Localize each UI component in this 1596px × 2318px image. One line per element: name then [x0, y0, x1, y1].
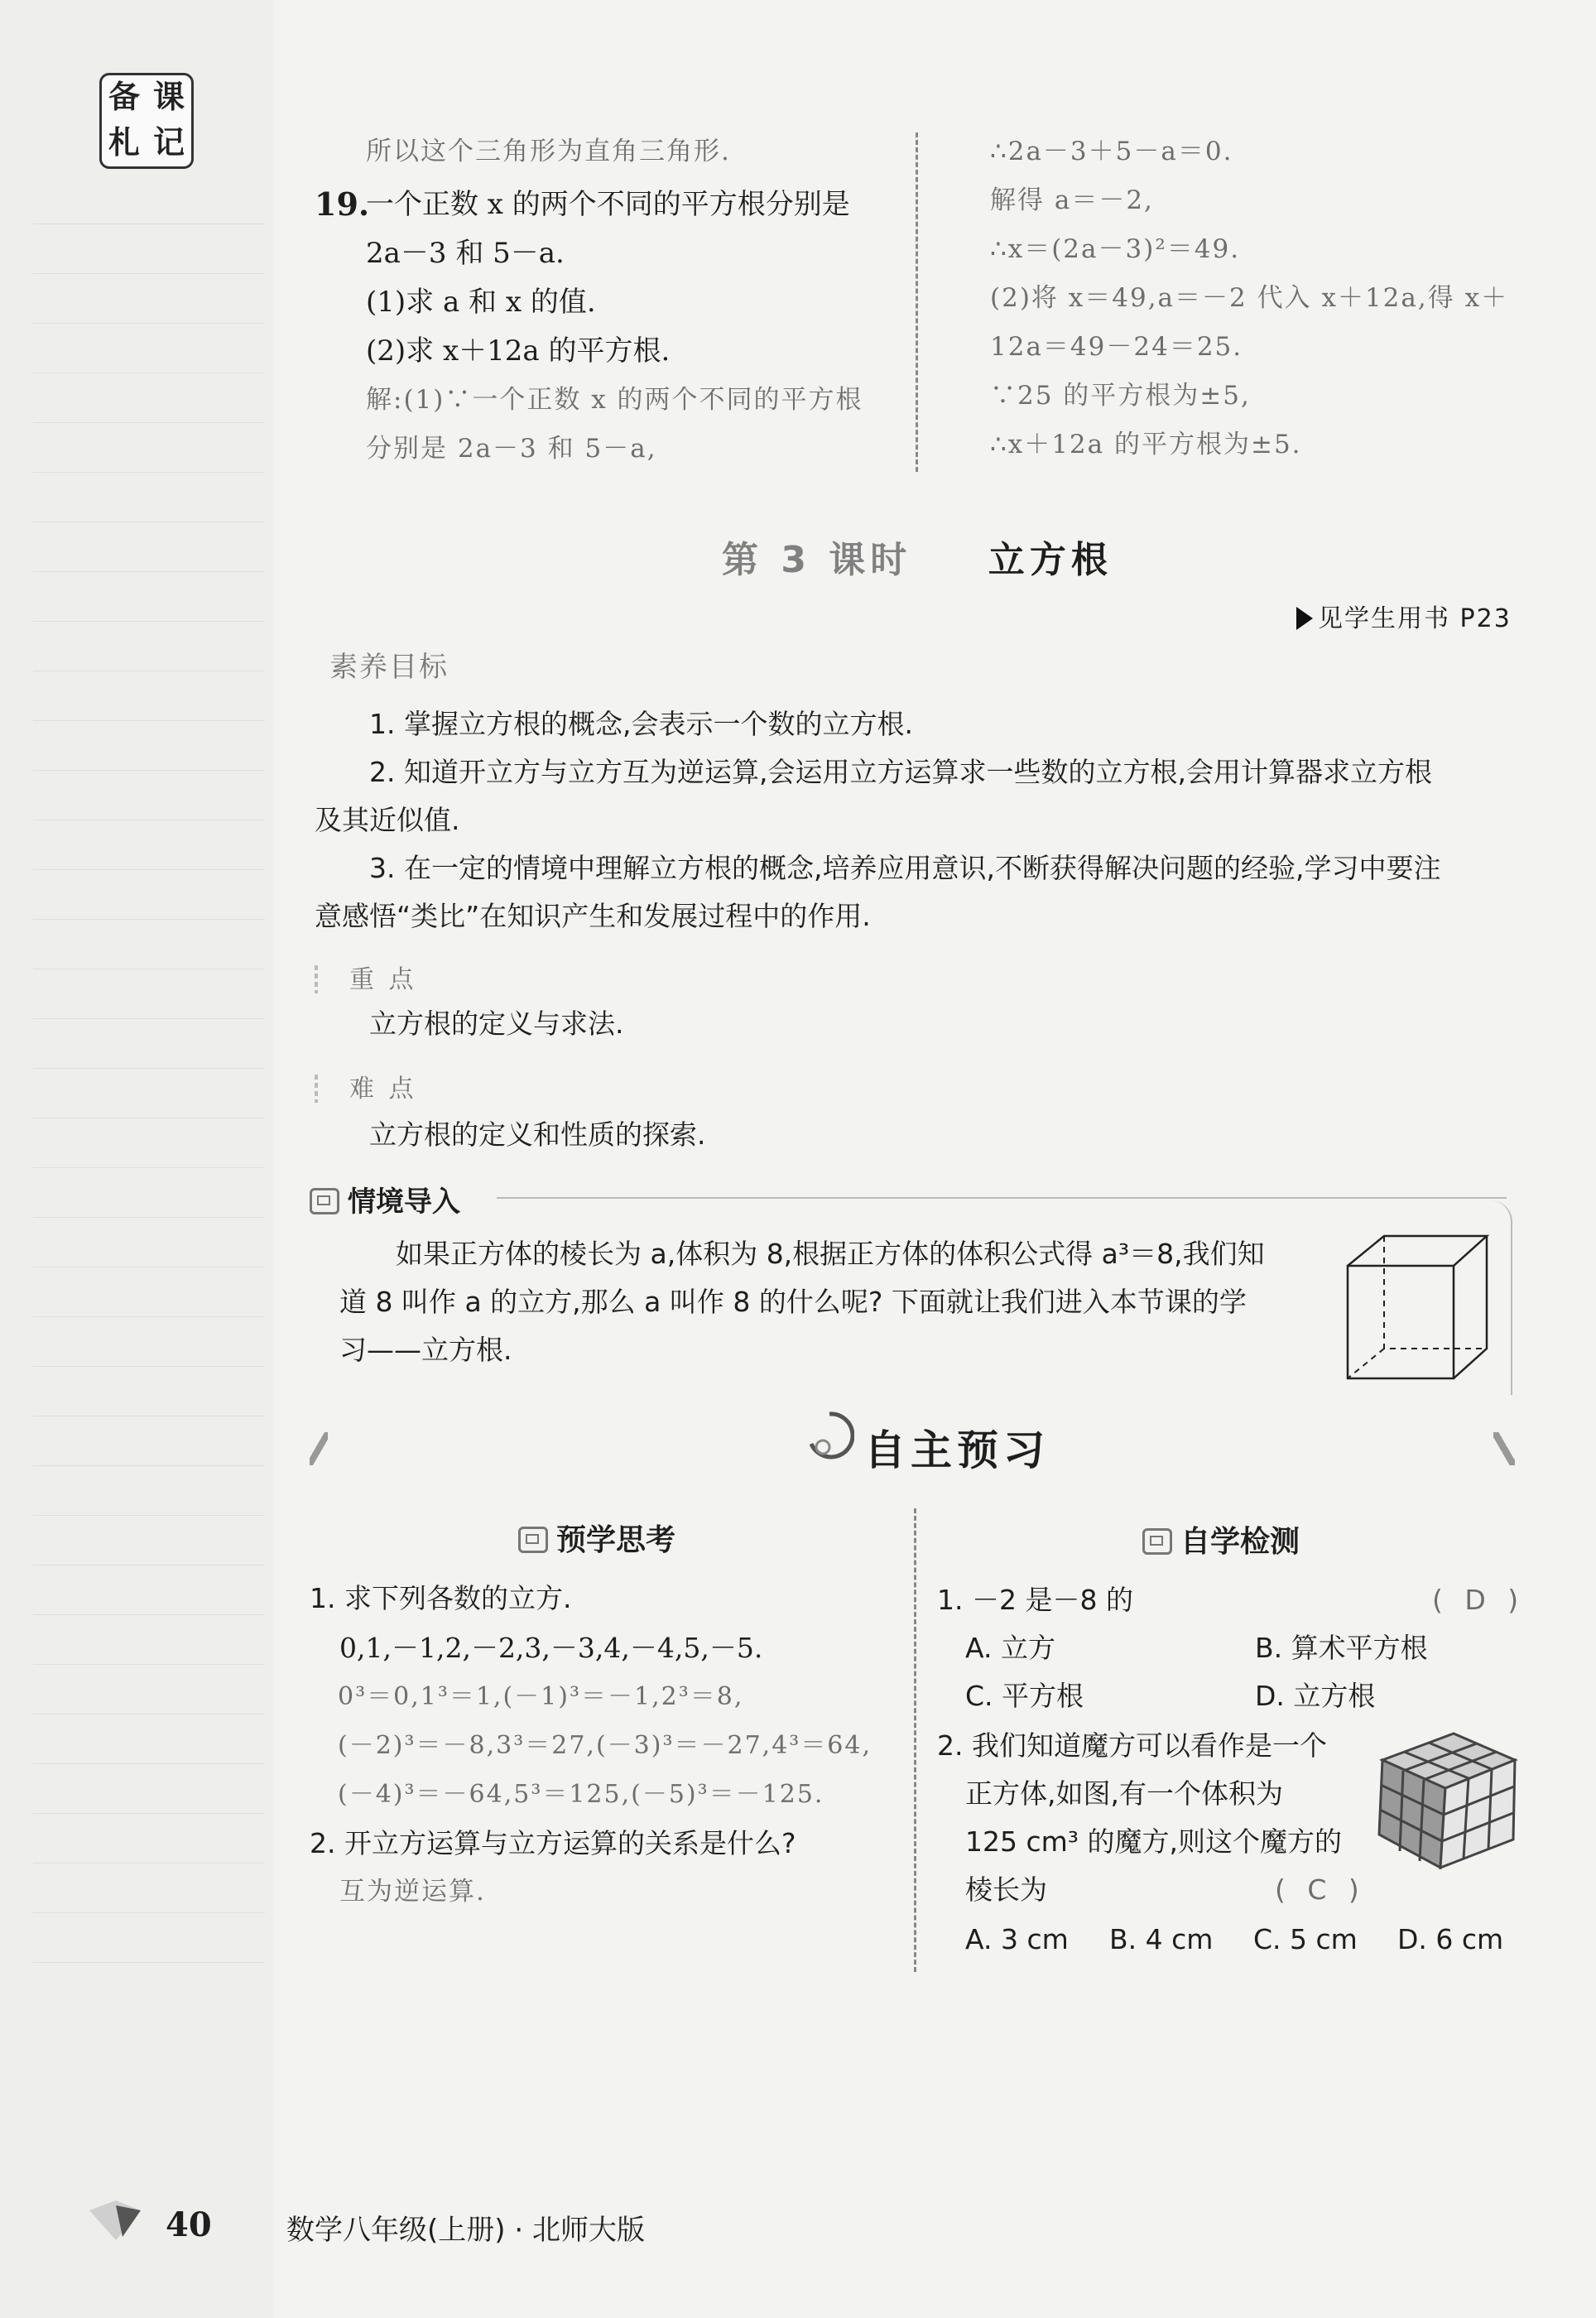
solution-line: (2)将 x＝49,a＝－2 代入 x＋12a,得 x＋	[990, 283, 1509, 313]
banner-left-slash	[310, 1432, 328, 1465]
preview-answer: 0³＝0,1³＝1,(－1)³＝－1,2³＝8,	[338, 1682, 744, 1711]
badge-char: 备	[108, 79, 140, 115]
book-icon	[518, 1527, 548, 1553]
prev-answer-line: 所以这个三角形为直角三角形.	[366, 137, 731, 166]
section-banner-title: 自主预习	[864, 1426, 1050, 1474]
goals-heading: 素养目标	[329, 651, 449, 684]
self-check-heading	[1142, 1518, 1300, 1561]
self-check-heading-text: 自学检测	[1180, 1525, 1300, 1559]
question-text: 一个正数 x 的两个不同的平方根分别是	[366, 188, 850, 221]
page-number: 40	[166, 2205, 212, 2244]
intro-heading-text: 情境导入	[348, 1185, 460, 1219]
solution-line: 解得 a＝－2,	[990, 185, 1154, 215]
checklist-icon	[1142, 1528, 1172, 1555]
preview-answer: 互为逆运算.	[339, 1877, 486, 1907]
check-question: 1. －2 是－8 的	[937, 1584, 1133, 1616]
banner-swirl-icon	[805, 1407, 854, 1465]
goal-item: 意感悟“类比”在知识产生和发展过程中的作用.	[315, 900, 871, 932]
preview-heading-text: 预学思考	[556, 1523, 676, 1557]
notes-badge	[99, 73, 194, 169]
rubiks-cube-image	[1374, 1727, 1523, 1873]
intro-rule	[497, 1197, 1507, 1199]
option: D. 立方根	[1255, 1680, 1376, 1712]
badge-char: 课	[152, 79, 185, 115]
lesson-number: 第 3 课时	[722, 539, 912, 581]
banner-right-slash	[1493, 1432, 1515, 1465]
question-part: (1)求 a 和 x 的值.	[366, 286, 596, 319]
option: B. 算术平方根	[1255, 1632, 1428, 1664]
option: D. 6 cm	[1397, 1923, 1504, 1955]
check-answer: ( C )	[1275, 1873, 1366, 1906]
solution-line: 解:(1)∵一个正数 x 的两个不同的平方根	[366, 385, 863, 415]
check-question: 2. 我们知道魔方可以看作是一个	[937, 1729, 1327, 1762]
column-divider	[914, 1508, 916, 1972]
cube-front-face	[1348, 1266, 1454, 1378]
check-question: 棱长为	[965, 1873, 1047, 1906]
solution-line: ∴x＝(2a－3)²＝49.	[990, 234, 1241, 264]
goal-item: 及其近似值.	[315, 804, 460, 836]
solution-line: ∴2a－3＋5－a＝0.	[990, 137, 1233, 166]
column-divider	[916, 132, 918, 472]
check-question: 正方体,如图,有一个体积为	[965, 1777, 1283, 1810]
cube-figure	[1341, 1229, 1490, 1387]
badge-char: 记	[152, 124, 185, 161]
solution-line: ∵25 的平方根为±5,	[990, 381, 1251, 411]
label-marker	[315, 1075, 318, 1103]
preview-heading	[518, 1517, 675, 1559]
difficulty-text: 立方根的定义和性质的探索.	[369, 1118, 706, 1151]
student-book-ref	[1296, 598, 1512, 634]
cube-hidden-edge	[1348, 1349, 1384, 1378]
intro-line: 如果正方体的棱长为 a,体积为 8,根据正方体的体积公式得 a³＝8,我们知	[396, 1238, 1265, 1270]
ref-text: 见学生用书 P23	[1318, 604, 1512, 633]
label-marker	[315, 965, 318, 993]
option: C. 平方根	[965, 1680, 1084, 1712]
difficulty-label: 难 点	[349, 1075, 417, 1104]
option: A. 立方	[965, 1632, 1055, 1664]
check-answer: ( D )	[1432, 1584, 1526, 1616]
preview-question: 1. 求下列各数的立方.	[310, 1582, 572, 1614]
preview-answer: (－2)³＝－8,3³＝27,(－3)³＝－27,4³＝64,	[338, 1731, 873, 1760]
cube-side-face	[1454, 1236, 1487, 1378]
solution-line: 12a＝49－24＝25.	[990, 332, 1243, 362]
notes-margin	[0, 0, 273, 2318]
goal-item: 3. 在一定的情境中理解立方根的概念,培养应用意识,不断获得解决问题的经验,学习中要注	[369, 852, 1441, 884]
option: C. 5 cm	[1253, 1923, 1358, 1955]
page-corner-icon	[86, 2194, 146, 2243]
question-part: (2)求 x＋12a 的平方根.	[366, 334, 671, 368]
question-number: 19.	[315, 185, 370, 223]
cube-top-face	[1348, 1236, 1487, 1266]
preview-numbers: 0,1,－1,2,－2,3,－3,4,－4,5,－5.	[339, 1632, 763, 1664]
intro-line: 道 8 叫作 a 的立方,那么 a 叫作 8 的什么呢? 下面就让我们进入本节课的学	[339, 1286, 1247, 1318]
goal-item: 1. 掌握立方根的概念,会表示一个数的立方根.	[369, 708, 913, 740]
goal-item: 2. 知道开立方与立方互为逆运算,会运用立方运算求一些数的立方根,会用计算器求立方根	[369, 756, 1432, 788]
solution-line: ∴x＋12a 的平方根为±5.	[990, 430, 1302, 459]
lesson-title	[722, 530, 1113, 583]
badge-char: 札	[108, 124, 140, 161]
preview-question: 2. 开立方运算与立方运算的关系是什么?	[310, 1827, 796, 1859]
option: B. 4 cm	[1109, 1923, 1214, 1955]
solution-line: 分别是 2a－3 和 5－a,	[366, 434, 657, 464]
check-question: 125 cm³ 的魔方,则这个魔方的	[965, 1825, 1342, 1858]
intro-line: 习——立方根.	[339, 1334, 512, 1366]
cube-hidden-edges	[1384, 1236, 1487, 1349]
lesson-name: 立方根	[988, 539, 1113, 581]
option: A. 3 cm	[965, 1923, 1069, 1955]
book-title: 数学八年级(上册) · 北师大版	[286, 2214, 645, 2247]
key-point-label: 重 点	[349, 965, 417, 994]
question-text: 2a－3 和 5－a.	[366, 237, 565, 270]
play-arrow-icon	[1296, 607, 1313, 630]
preview-answer: (－4)³＝－64,5³＝125,(－5)³＝－125.	[338, 1780, 824, 1809]
key-point-text: 立方根的定义与求法.	[369, 1008, 624, 1040]
